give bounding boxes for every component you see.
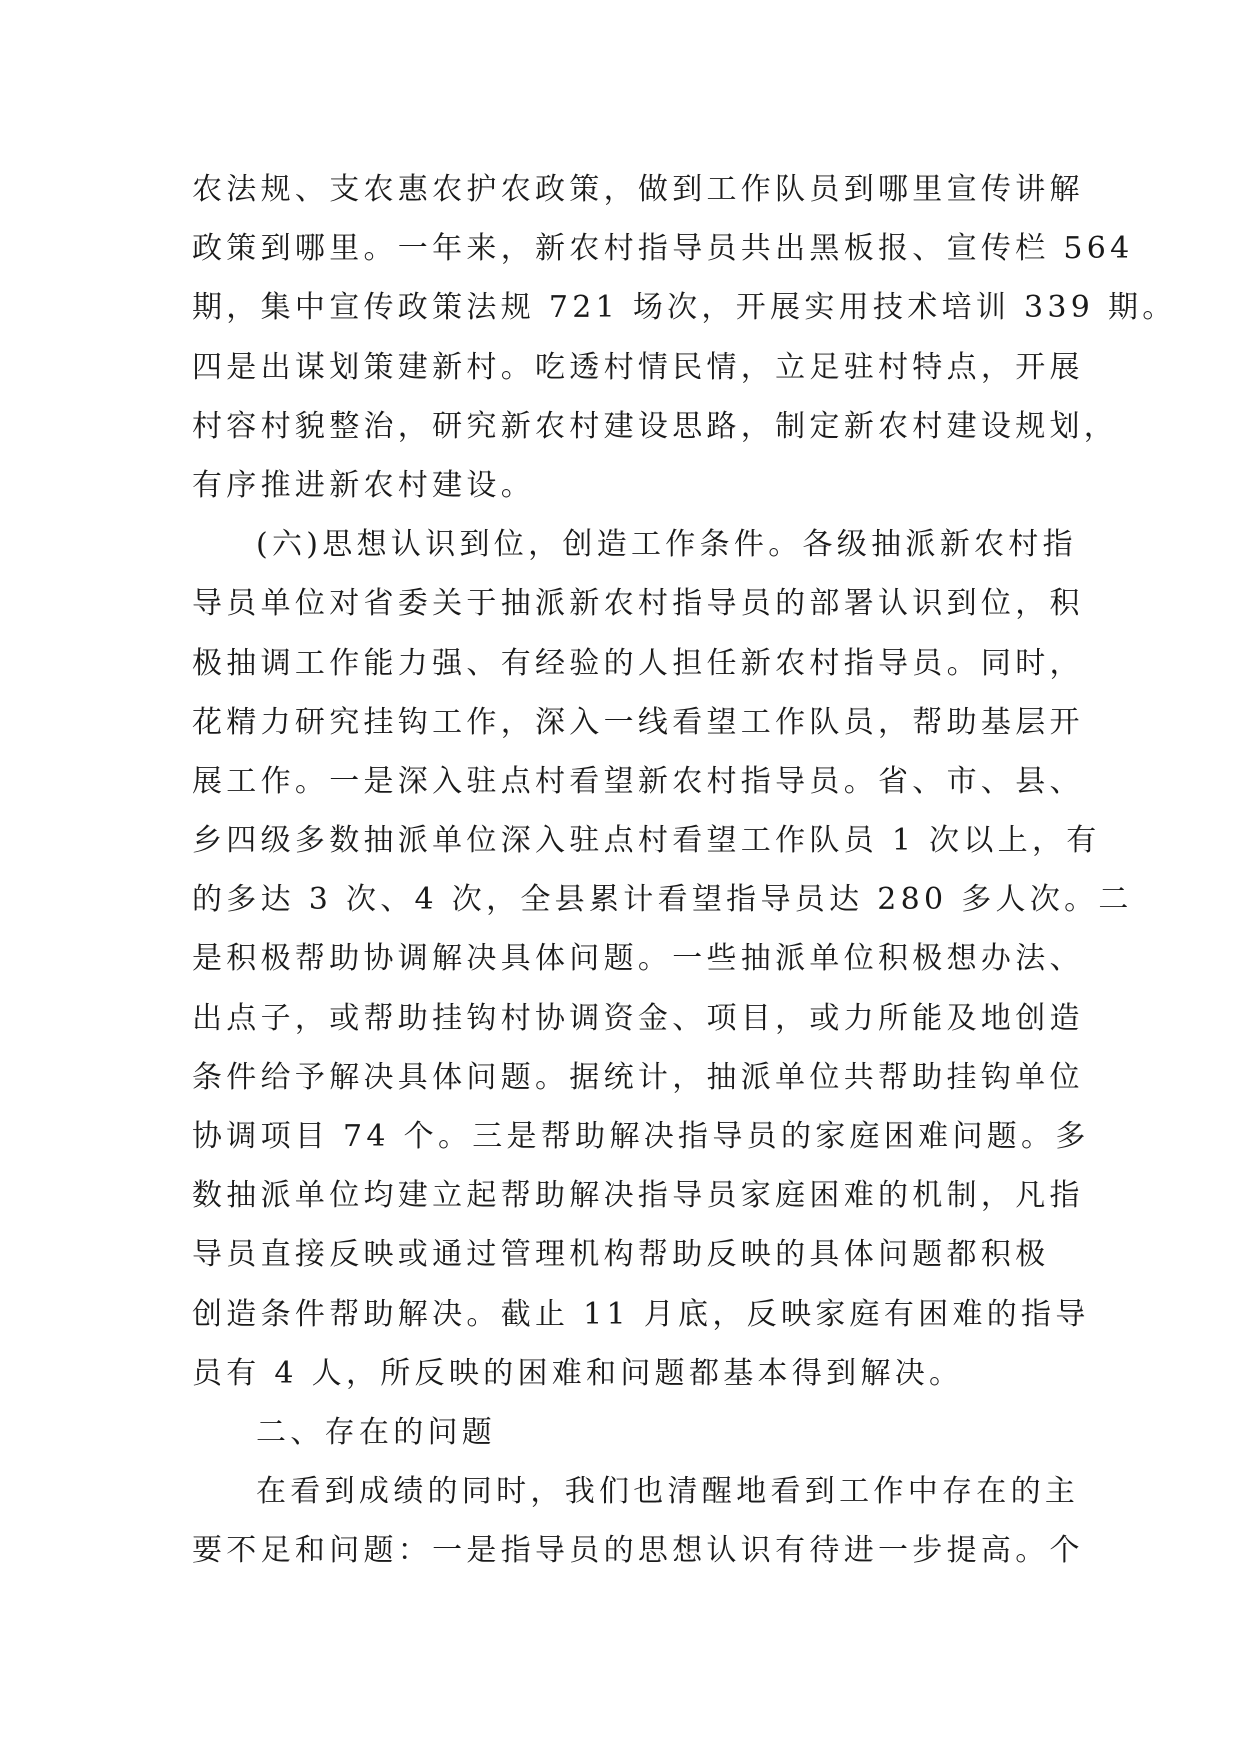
text-line: 协调项目 74 个。三是帮助解决指导员的家庭困难问题。多 [192, 1119, 1090, 1154]
text-line: 出点子，或帮助挂钩村协调资金、项目，或力所能及地创造 [192, 1000, 1084, 1036]
text-line: 农法规、支农惠农护农政策，做到工作队员到哪里宣传讲解 [192, 172, 1084, 207]
text-line: 四是出谋划策建新村。吃透村情民情，立足驻村特点，开展 [192, 349, 1084, 385]
text-line: 条件给予解决具体问题。据统计，抽派单位共帮助挂钩单位 [192, 1059, 1084, 1095]
text-line: 村容村貌整治，研究新农村建设思路，制定新农村建设规划， [192, 408, 1119, 444]
text-line: 在看到成绩的同时，我们也清醒地看到工作中存在的主 [256, 1474, 1080, 1510]
section-six-heading-line: (六)思想认识到位，创造工作条件。各级抽派新农村指 [256, 527, 1077, 563]
text-line: 乡四级多数抽派单位深入驻点村看望工作队员 1 次以上，有 [192, 823, 1101, 859]
section-heading: 二、存在的问题 [256, 1414, 497, 1450]
text-line: 政策到哪里。一年来，新农村指导员共出黑板报、宣传栏 564 [192, 231, 1134, 267]
text-line: 员有 4 人，所反映的困难和问题都基本得到解决。 [192, 1355, 964, 1391]
text-line: 创造条件帮助解决。截止 11 月底，反映家庭有困难的指导 [192, 1296, 1090, 1332]
text-line: 有序推进新农村建设。 [192, 467, 535, 503]
text-line: 花精力研究挂钩工作，深入一线看望工作队员，帮助基层开 [192, 704, 1084, 740]
text-line: 数抽派单位均建立起帮助解决指导员家庭困难的机制，凡指 [192, 1178, 1084, 1214]
text-line: 期，集中宣传政策法规 721 场次，开展实用技术培训 339 期。 [192, 290, 1177, 326]
text-line: 的多达 3 次、4 次，全县累计看望指导员达 280 多人次。二 [192, 882, 1133, 918]
text-line: 要不足和问题：一是指导员的思想认识有待进一步提高。个 [192, 1533, 1084, 1569]
text-line: 展工作。一是深入驻点村看望新农村指导员。省、市、县、 [192, 763, 1084, 799]
text-line: 导员直接反映或通过管理机构帮助反映的具体问题都积极 [192, 1237, 1050, 1273]
text-line: 导员单位对省委关于抽派新农村指导员的部署认识到位，积 [192, 586, 1084, 622]
text-line: 极抽调工作能力强、有经验的人担任新农村指导员。同时， [192, 645, 1084, 681]
text-line: 是积极帮助协调解决具体问题。一些抽派单位积极想办法、 [192, 941, 1084, 977]
body-text [192, 160, 1177, 1581]
